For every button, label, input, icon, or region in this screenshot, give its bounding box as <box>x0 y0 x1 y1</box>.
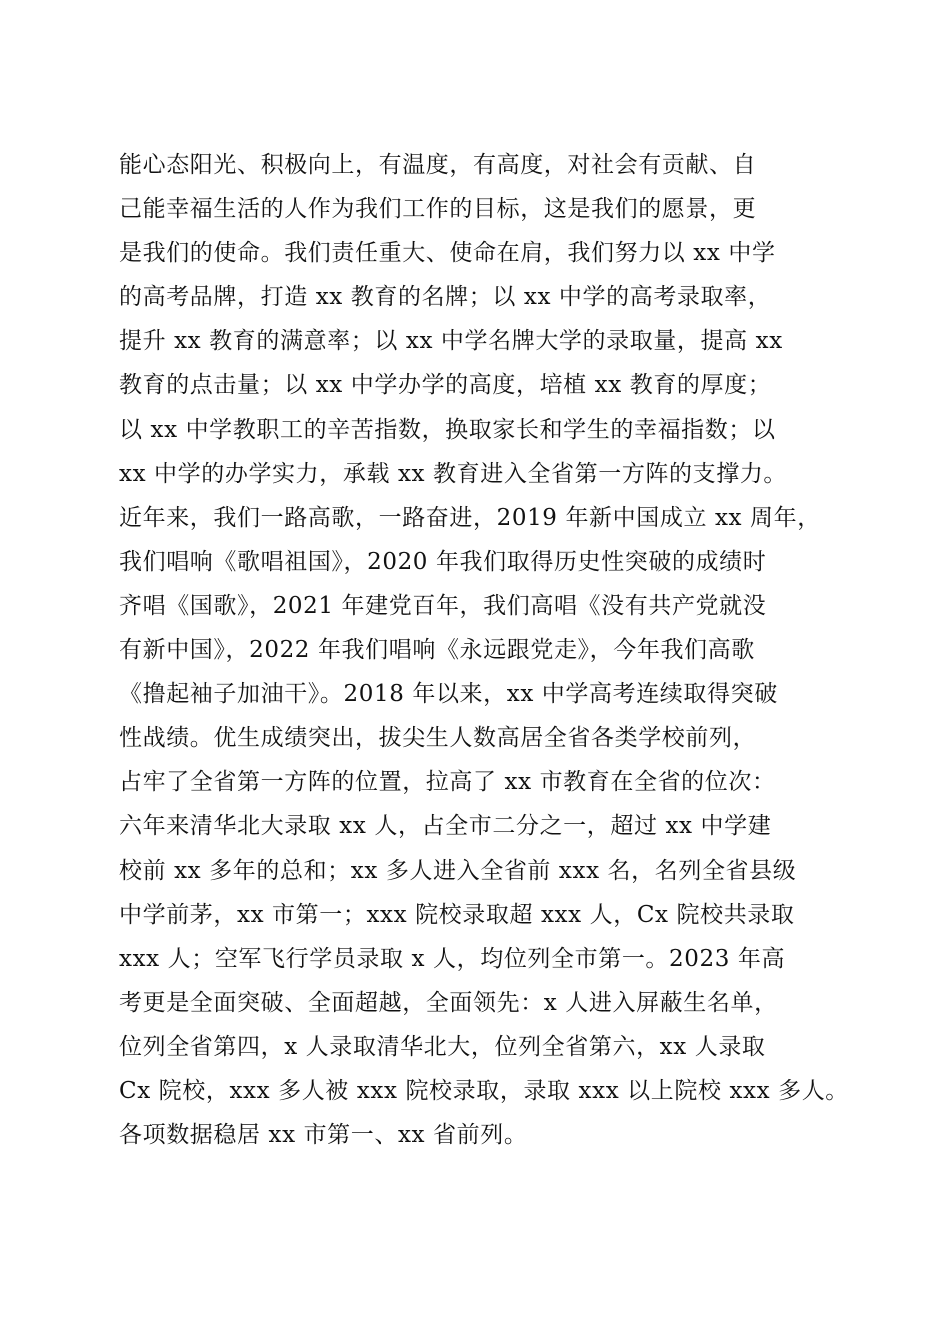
text-line: 校前 xx 多年的总和；xx 多人进入全省前 xxx 名，名列全省县级 <box>119 857 797 884</box>
text-line: 性战绩。优生成绩突出，拔尖生人数高居全省各类学校前列， <box>119 725 757 752</box>
text-line: 以 xx 中学教职工的辛苦指数，换取家长和学生的幸福指数；以 <box>119 416 776 443</box>
text-line: 提升 xx 教育的满意率；以 xx 中学名牌大学的录取量，提高 xx <box>119 328 783 355</box>
text-line: 能心态阳光、积极向上，有温度，有高度，对社会有贡献、自 <box>119 152 757 178</box>
text-line: 是我们的使命。我们责任重大、使命在肩，我们努力以 xx 中学 <box>119 240 776 267</box>
text-line: 各项数据稳居 xx 市第一、xx 省前列。 <box>119 1122 528 1149</box>
text-line: 位列全省第四，x 人录取清华北大，位列全省第六，xx 人录取 <box>119 1033 766 1060</box>
text-line: Cx 院校，xxx 多人被 xxx 院校录取，录取 xxx 以上院校 xxx 多人。 <box>119 1077 849 1104</box>
text-line: 考更是全面突破、全面超越，全面领先：x 人进入屏蔽生名单， <box>119 989 778 1016</box>
text-line: 近年来，我们一路高歌，一路奋进，2019 年新中国成立 xx 周年， <box>119 504 821 531</box>
text-line: 教育的点击量；以 xx 中学办学的高度，培植 xx 教育的厚度； <box>119 372 772 399</box>
text-line: 己能幸福生活的人作为我们工作的目标，这是我们的愿景，更 <box>119 196 757 223</box>
text-line: 中学前茅，xx 市第一；xxx 院校录取超 xxx 人，Cx 院校共录取 <box>119 901 795 928</box>
text-line: 齐唱《国歌》，2021 年建党百年，我们高唱《没有共产党就没 <box>119 592 767 619</box>
text-line: 占牢了全省第一方阵的位置，拉高了 xx 市教育在全省的位次： <box>119 769 776 796</box>
text-line: 我们唱响《歌唱祖国》，2020 年我们取得历史性突破的成绩时 <box>119 548 767 575</box>
text-line: 六年来清华北大录取 xx 人，占全市二分之一，超过 xx 中学建 <box>119 813 772 840</box>
text-line: 有新中国》，2022 年我们唱响《永远跟党走》，今年我们高歌 <box>119 637 755 664</box>
text-line: xxx 人；空军飞行学员录取 x 人，均位列全市第一。2023 年高 <box>119 945 786 972</box>
text-line: 《撸起袖子加油干》。2018 年以来，xx 中学高考连续取得突破 <box>119 681 778 708</box>
text-line: 的高考品牌，打造 xx 教育的名牌；以 xx 中学的高考录取率， <box>119 284 772 311</box>
text-line: xx 中学的办学实力，承载 xx 教育进入全省第一方阵的支撑力。 <box>119 460 788 487</box>
body-paragraph <box>119 143 849 1157</box>
